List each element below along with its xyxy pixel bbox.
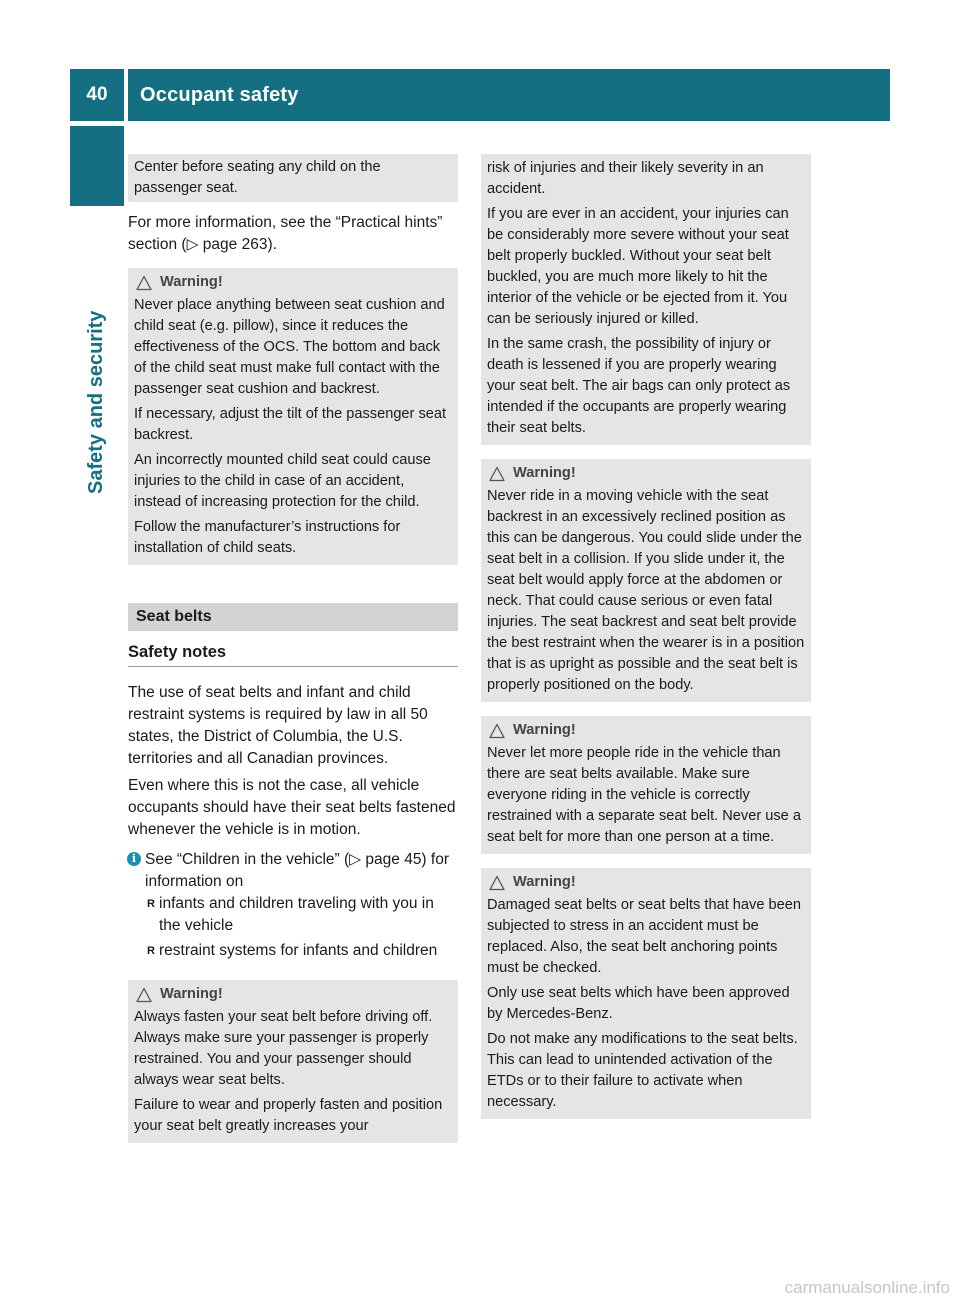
warning-box-reclined	[481, 459, 811, 702]
warning-text: In the same crash, the possibility of injury or death is lessened if you are properly wearing your seat belt. The air bags can only protect as intended if the occupants are properly wearing their seat belts.	[487, 336, 791, 436]
warning-heading	[134, 984, 452, 1005]
warning-box-ocs	[128, 268, 458, 565]
info-icon: i	[127, 852, 141, 866]
warning-text: Failure to wear and properly fasten and position your seat belt greatly increases your	[134, 1097, 443, 1134]
warning-title: Warning!	[513, 465, 576, 481]
more-info-text: For more information, see the “Practical hints” section (▷ page 263).	[128, 214, 443, 253]
warning-text: risk of injuries and their likely severity in an accident.	[487, 160, 764, 197]
warning-text: An incorrectly mounted child seat could cause injuries to the child in case of an accident, instead of increasing protection for the child.	[134, 452, 431, 510]
left-column	[128, 154, 458, 1143]
warning-heading	[487, 720, 805, 741]
watermark: carmanualsonline.info	[784, 1278, 950, 1297]
warning-text: Damaged seat belts or seat belts that have been subjected to stress in an accident must be replaced. Also, the seat belt anchoring points must be checked.	[487, 897, 801, 976]
warning-box-continued	[481, 154, 811, 445]
warning-text: Never place anything between seat cushion and child seat (e.g. pillow), since it reduces the effectiveness of the OCS. The bottom and back of the child seat must make full contact with the passenger seat cushion and backrest.	[134, 297, 445, 397]
warning-text: Only use seat belts which have been approved by Mercedes-Benz.	[487, 985, 790, 1022]
info-note	[128, 849, 458, 962]
list-item-text: restraint systems for infants and children	[159, 942, 438, 959]
info-text: See “Children in the vehicle” (▷ page 45) for information on	[145, 851, 449, 890]
warning-triangle-icon	[136, 275, 152, 291]
warning-triangle-icon	[489, 466, 505, 482]
warning-text: If necessary, adjust the tilt of the passenger seat backrest.	[134, 406, 447, 443]
warning-triangle-icon	[489, 875, 505, 891]
body-paragraph: The use of seat belts and infant and child restraint systems is required by law in all 50 states, the District of Columbia, the U.S. territories and all Canadian provinces.	[128, 684, 428, 767]
warning-heading	[134, 272, 452, 293]
right-column	[481, 154, 811, 1119]
page-number: 40	[70, 69, 124, 121]
warning-title: Warning!	[513, 722, 576, 738]
warning-text: Never let more people ride in the vehicle than there are seat belts available. Make sure everyone riding in the vehicle is correctly restrained with a separate seat belt. Never use a seat belt for more than one person at a time.	[487, 745, 801, 845]
warning-box-fasten	[128, 980, 458, 1143]
warning-text: Always fasten your seat belt before driving off. Always make sure your passenger is properly restrained. You and your passenger should always wear seat belts.	[134, 1009, 433, 1088]
bullet-marker: R	[147, 945, 155, 957]
warning-text: Do not make any modifications to the seat belts. This can lead to unintended activation of the ETDs or to their failure to activate when necessary.	[487, 1031, 798, 1110]
list-item-text: infants and children traveling with you in the vehicle	[159, 895, 434, 934]
warning-triangle-icon	[489, 723, 505, 739]
warning-box-capacity	[481, 716, 811, 854]
side-tab-label: Safety and security	[85, 310, 107, 494]
warning-title: Warning!	[160, 274, 223, 290]
warning-text: Never ride in a moving vehicle with the seat backrest in an excessively reclined position as this can be dangerous. You could slide under the seat belt in a collision. If you slide under it, the seat belt would apply force at the abdomen or neck. That could cause serious or even fatal injuries. The seat backrest and seat belt provide the best restraint when the wearer is in a position that is as upright as possible and the seat belt is properly positioned on the body.	[487, 488, 805, 693]
list-item	[145, 940, 458, 962]
note-text: Center before seating any child on the passenger seat.	[134, 159, 381, 196]
warning-title: Warning!	[160, 986, 223, 1002]
body-paragraph: Even where this is not the case, all vehicle occupants should have their seat belts fastened whenever the vehicle is in motion.	[128, 777, 456, 838]
warning-triangle-icon	[136, 987, 152, 1003]
warning-box-damaged	[481, 868, 811, 1119]
warning-title: Warning!	[513, 874, 576, 890]
bullet-marker: R	[147, 898, 155, 910]
section-heading-seat-belts: Seat belts	[128, 603, 458, 631]
page-title: Occupant safety	[128, 69, 890, 121]
warning-text: Follow the manufacturer’s instructions for installation of child seats.	[134, 519, 401, 556]
list-item	[145, 893, 458, 937]
warning-heading	[487, 463, 805, 484]
warning-heading	[487, 872, 805, 893]
warning-text: If you are ever in an accident, your injuries can be considerably more severe without your seat belt properly buckled. Without your seat belt buckled, you are much more likely to hit the interior of the vehicle or be ejected from it. You can be seriously injured or killed.	[487, 206, 789, 327]
subheading-safety-notes: Safety notes	[128, 641, 458, 667]
note-box-top	[128, 154, 458, 202]
